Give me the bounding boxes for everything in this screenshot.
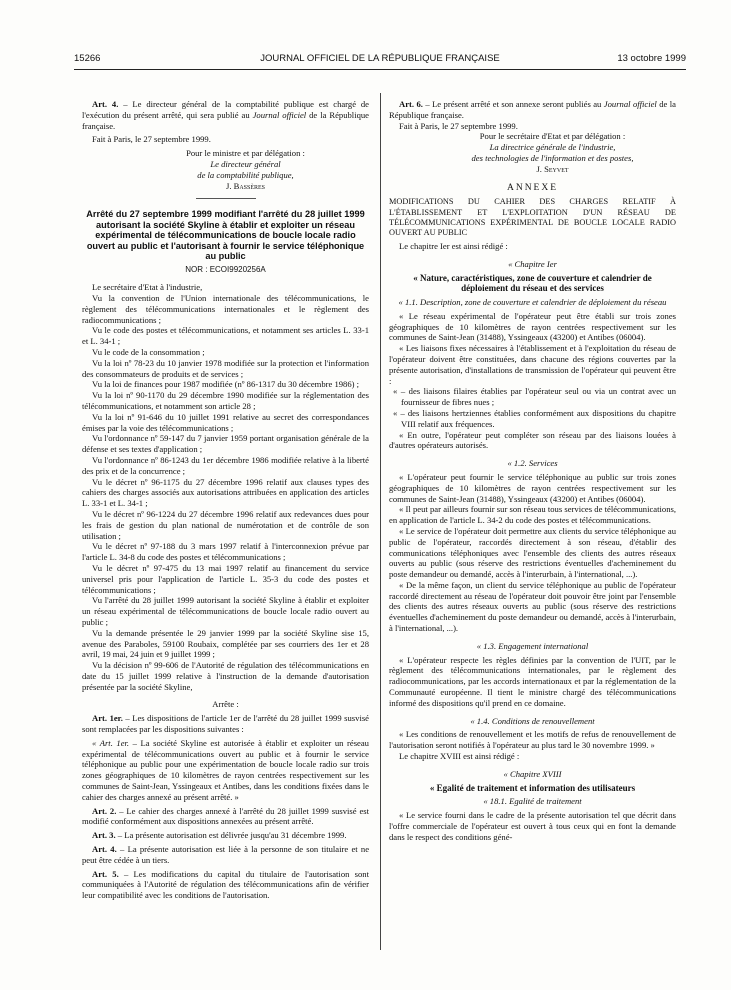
signatory-name: J. Bassères (225, 180, 266, 191)
section-paragraph: « Il peut par ailleurs fournir sur son réseau tous services de télécommunications, en application de l'article L. 34-2 du code des postes et télécommunications. (389, 504, 676, 526)
section-paragraph: « L'opérateur respecte les règles définies par la convention de l'UIT, par le règlement des télécommunications internationales, par le règlement des radiocommunications, par les accords internationaux et par la réglementation de la Communauté européenne. Il tient le ministre chargé des télécommunications informé des dispositions qu'il prend en ce domaine. (389, 654, 676, 708)
section-paragraph: « Les conditions de renouvellement et les motifs de refus de renouvellement de l'autorisation seront notifiés à l'opérateur au plus tard le 30 novembre 1999. » (389, 729, 676, 751)
section-paragraph: « Les liaisons fixes nécessaires à l'établissement et à l'exploitation du réseau de l'opérateur doivent être constituées, dans chacune des régions couvertes par la présente autorisation, d'installations de transmission de l'opérateur qui peuvent être : (389, 343, 676, 386)
visa-paragraph: Vu l'ordonnance nº 86-1243 du 1er décembre 1986 modifiée relative à la liberté des prix et de la concurrence ; (82, 454, 369, 476)
article-3: Art. 3. – La présente autorisation est délivrée jusqu'au 31 décembre 1999. (92, 830, 347, 841)
article-4: Art. 4. – Le directeur général de la comptabilité publique est chargé de l'exécution du présent arrêté, qui sera publié au Journal officiel de la République française. (82, 99, 369, 131)
issue-date: 13 octobre 1999 (617, 53, 686, 64)
visa-paragraph: Vu le décret nº 96-1224 du 27 décembre 1996 relatif aux redevances dues pour les frais de gestion du plan national de numérotation et de contrôle de son utilisation ; (82, 508, 369, 541)
section-1-3-heading: « 1.3. Engagement international (476, 640, 589, 651)
chapter-1-intro: Le chapitre Ier est ainsi rédigé : (399, 241, 508, 252)
chapter-18-intro: Le chapitre XVIII est ainsi rédigé : (399, 751, 520, 762)
nor-reference: NOR : ECOI9920256A (185, 265, 266, 275)
signatory-name: J. Seyvet (536, 163, 569, 174)
visa-paragraph: Vu la loi nº 91-646 du 10 juillet 1991 relative au secret des correspondances émises par la voie des télécommunications ; (82, 411, 369, 433)
arrete-heading: Arrête : (212, 699, 239, 710)
section-paragraph: « Le service fourni dans le cadre de la présente autorisation tel que décrit dans l'offre commerciale de l'opérateur est ouvert à tous ceux qui en font la demande dans le respect des conditions géné- (389, 810, 676, 842)
section-paragraph: « L'opérateur peut fournir le service téléphonique au public sur trois zones géographiques de 10 kilomètres de rayon centrées respectivement sur les communes de Saint-Jean (31488), Yssingeaux (43200) et Antibes (06004). (389, 471, 676, 504)
visa-paragraph: Vu la demande présentée le 29 janvier 1999 par la société Skyline sise 15, avenue des Paraboles, 59100 Roubaix, complétée par ses courriers des 1er et 28 avril, 19 mai, 24 juin et 9 juillet 1999 ; (82, 627, 369, 660)
visa-paragraph: Vu le code des postes et télécommunications, et notamment ses articles L. 33-1 et L. 34-1 ; (82, 325, 369, 347)
header-rule (74, 69, 686, 70)
section-1-1-heading: « 1.1. Description, zone de couverture et calendrier de déploiement du réseau (398, 296, 667, 307)
visa-paragraph: Le secrétaire d'Etat à l'industrie, (92, 282, 203, 293)
visa-paragraph: Vu la décision nº 99-606 de l'Autorité de régulation des télécommunications en date du 15 juillet 1999 relative à l'instruction de la demande d'autorisation présentée par la société Skyline, (82, 660, 369, 692)
section-paragraph: « De la même façon, un client du service téléphonique au public de l'opérateur raccordé directement au réseau de l'opérateur doit pouvoir être joint par l'ensemble des clients des autres réseaux ouverts au public (sous réserve des restrictions éventuelles d'acheminement du poste demandeur ou demandé, accès à l'interurbain, à l'international, ...). (389, 579, 676, 634)
section-paragraph: « En outre, l'opérateur peut compléter son réseau par des liaisons louées à d'autres opérateurs autorisés. (389, 429, 676, 451)
article-5: Art. 5. – Les modifications du capital du titulaire de l'autorisation sont communiquées à l'Autorité de régulation des télécommunications afin de vérifier leur compatibilité avec les conditions de l'autorisation. (82, 868, 369, 901)
chapter-18-heading: « Chapitre XVIII (503, 768, 562, 779)
visa-paragraph: Vu le décret nº 96-1175 du 27 décembre 1996 relatif aux clauses types des cahiers des charges associés aux autorisations attribuées en application des articles L. 33-1 et L. 34-1 ; (82, 476, 369, 509)
annexe-title: MODIFICATIONS DU CAHIER DES CHARGES RELATIF À L'ÉTABLISSEMENT ET L'EXPLOITATION D'UN RÉSEAU DE TÉLÉCOMMUNICATIONS EXPÉRIMENTAL DE BOUCLE LOCALE RADIO OUVERT AU PUBLIC (389, 197, 676, 237)
fait-a-paris: Fait à Paris, le 27 septembre 1999. (92, 134, 211, 145)
left-column (82, 99, 369, 901)
chapter-18-title: « Egalité de traitement et information des utilisateurs (429, 782, 636, 793)
visas-list (82, 282, 369, 692)
visa-paragraph: Vu la convention de l'Union internationale des télécommunications, le règlement des télécommunications internationales et le règlement des radiocommunications ; (82, 293, 369, 325)
visa-paragraph: Vu le décret nº 97-188 du 3 mars 1997 relatif à l'interconnexion prévue par l'article L. 34-8 du code des postes et télécommunications ; (82, 541, 369, 563)
separator (196, 198, 256, 199)
fait-a-paris: Fait à Paris, le 27 septembre 1999. (399, 120, 518, 131)
list-item: « – des liaisons hertziennes établies conformément aux dispositions du chapitre VIII relatif aux fréquences. (393, 407, 676, 429)
visa-paragraph: Vu la loi de finances pour 1987 modifiée (nº 86-1317 du 30 décembre 1986) ; (92, 379, 360, 390)
page-header (74, 53, 686, 67)
section-1-4-heading: « 1.4. Conditions de renouvellement (470, 715, 595, 726)
article-6: Art. 6. – Le présent arrêté et son annexe seront publiés au Journal officiel de la République française. (389, 99, 676, 120)
annexe-heading: ANNEXE (506, 182, 559, 193)
column-divider (380, 93, 381, 950)
visa-paragraph: Vu la loi nº 90-1170 du 29 décembre 1990 modifiée sur la réglementation des télécommunications, et notamment son article 28 ; (82, 390, 369, 411)
chapter-1-title: « Nature, caractéristiques, zone de couverture et calendrier de déploiement du réseau et des services (413, 272, 652, 294)
section-paragraph: « Le service de l'opérateur doit permettre aux clients du service téléphonique au public de l'opérateur, raccordés directement à son réseau, d'établir des communications téléphoniques avec l'ensemble des clients des autres réseaux ouverts au public (sous réserve des restrictions éventuelles d'acheminement du poste demandeur ou demandé, accès à l'interurbain, à l'international, ...). (389, 525, 676, 580)
article-1: Art. 1er. – Les dispositions de l'article 1er de l'arrêté du 28 juillet 1999 susvisé sont remplacées par les dispositions suivantes : (82, 713, 369, 735)
signature-block: Pour le ministre et par délégation : Le directeur général de la comptabilité publique, J. Bassères (82, 148, 369, 191)
visa-paragraph: Vu le décret nº 97-475 du 13 mai 1997 relatif au financement du service universel pris pour l'application de l'article L. 35-3 du code des postes et télécommunications ; (82, 562, 369, 595)
journal-title: JOURNAL OFFICIEL DE LA RÉPUBLIQUE FRANÇAISE (260, 53, 500, 64)
section-paragraph: « Le réseau expérimental de l'opérateur peut être établi sur trois zones géographiques de 10 kilomètres de rayon centrées respectivement sur les communes de Saint-Jean (31488), Yssingeaux (43200) et Antibes (06004). (389, 310, 676, 343)
visa-paragraph: Vu la loi nº 78-23 du 10 janvier 1978 modifiée sur la protection et l'information des consommateurs de produits et de services ; (82, 357, 369, 379)
page-number: 15266 (74, 53, 101, 64)
article-2: Art. 2. – Le cahier des charges annexé à l'arrêté du 28 juillet 1999 susvisé est modifié conformément aux dispositions annexées au présent arrêté. (82, 805, 369, 827)
decree-title: Arrêté du 27 septembre 1999 modifiant l'arrêté du 28 juillet 1999 autorisant la société Skyline à établir et exploiter un réseau expérimental de télécommunications de boucle locale radio ouvert au public et l'autorisant à fournir le service téléphonique au public (86, 209, 365, 261)
chapter-1-heading: « Chapitre Ier (508, 258, 557, 269)
right-column (389, 99, 676, 842)
section-18-1-heading: « 18.1. Egalité de traitement (483, 796, 582, 807)
list-item: « – des liaisons filaires établies par l'opérateur seul ou via un contrat avec un fournisseur de fibres nues ; (393, 386, 676, 408)
article-1-quote: « Art. 1er. – La société Skyline est autorisée à établir et exploiter un réseau expérimental de télécommunications ouvert au public et à fournir le service téléphonique au public pour une expérimentation de boucle locale radio sur trois zones géographiques de 10 kilomètres de rayon centrées respectivement sur les communes de Saint-Jean, Yssingeaux et Antibes, dans les conditions fixées dans le cahier des charges annexé au présent arrêté. » (82, 737, 369, 802)
visa-paragraph: Vu l'arrêté du 28 juillet 1999 autorisant la société Skyline à établir et exploiter un réseau expérimental de télécommunications de boucle locale radio ouvert au public ; (82, 595, 369, 627)
article-4b: Art. 4. – La présente autorisation est liée à la personne de son titulaire et ne peut être cédée à un tiers. (82, 844, 370, 865)
visa-paragraph: Vu le code de la consommation ; (92, 346, 205, 357)
section-1-2-heading: « 1.2. Services (507, 458, 558, 469)
signature-block: Pour le secrétaire d'Etat et par délégation : La directrice générale de l'industrie, des technologies de l'information et des postes, J. Seyvet (389, 131, 676, 174)
visa-paragraph: Vu l'ordonnance nº 59-147 du 7 janvier 1959 portant organisation générale de la défense et ses textes d'application ; (82, 433, 369, 455)
